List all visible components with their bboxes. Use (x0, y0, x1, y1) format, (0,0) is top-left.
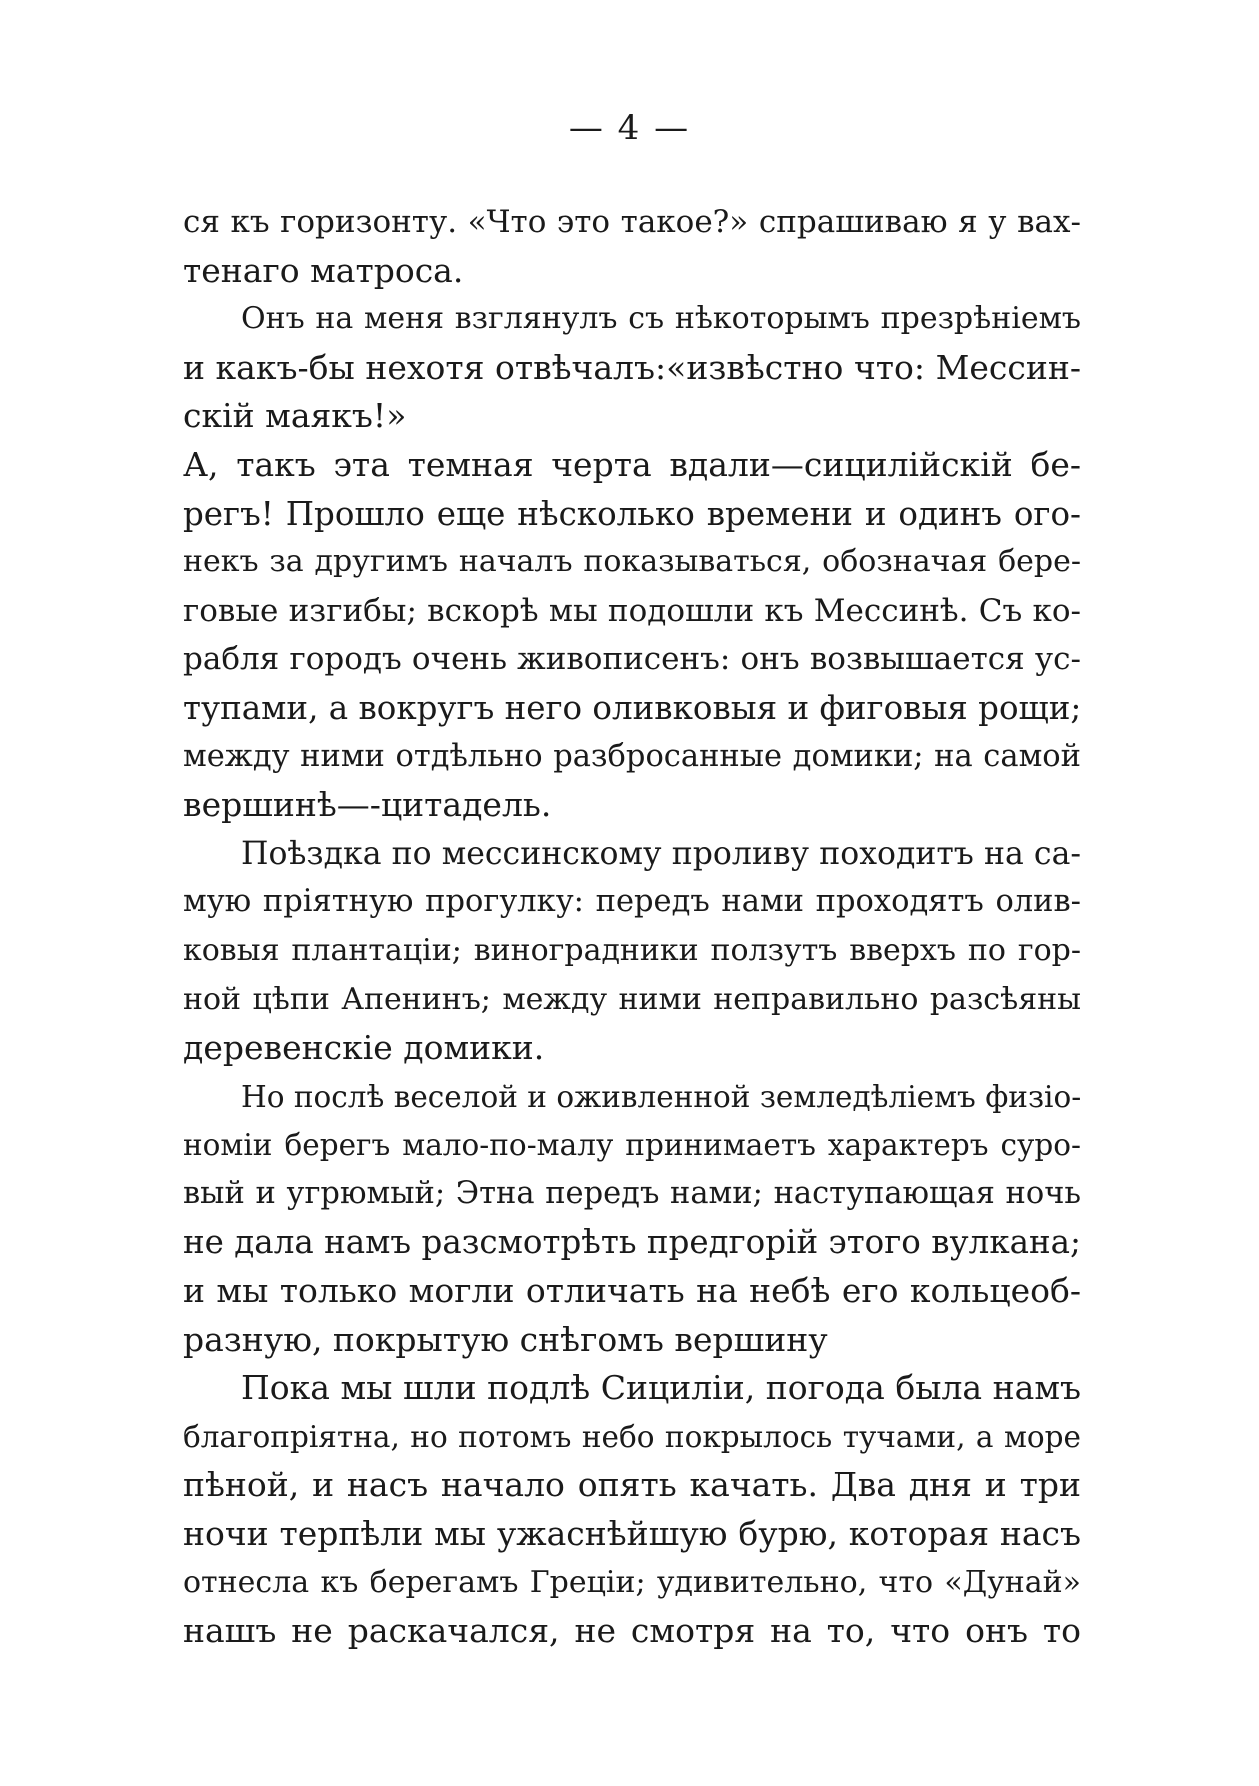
text-line: некъ за другимъ началъ показываться, обозначая бере- (183, 544, 1081, 580)
text-line: вый и угрюмый; Этна передъ нами; наступающая ночь (183, 1175, 1081, 1211)
paragraph (183, 198, 1081, 295)
text-line: и какъ-бы нехотя отвѣчалъ:«извѣстно что: Мессин- (183, 347, 1081, 387)
text-line: Поѣздка по мессинскому проливу походитъ на са- (241, 835, 1081, 872)
paragraph (183, 1364, 1081, 1656)
text-line: Пока мы шли подлѣ Сициліи, погода была намъ (241, 1368, 1081, 1408)
text-line: тенаго матроса. (183, 250, 464, 290)
text-line: тупами, а вокругъ него оливковыя и фиговыя рощи; (183, 688, 1082, 727)
text-line: отнесла къ берегамъ Греціи; удивительно, что «Дунай» (183, 1564, 1081, 1600)
text-line: вершинѣ—-цитадель. (183, 785, 552, 825)
text-line: говые изгибы; вскорѣ мы подошли къ Мессинѣ. Съ ко- (183, 592, 1081, 629)
text-line: номіи берегъ мало-по-малу принимаетъ характеръ суро- (183, 1128, 1081, 1163)
text-line: ночи терпѣли мы ужаснѣйшую бурю, которая насъ (183, 1514, 1081, 1554)
text-line: А, такъ эта темная черта вдали—сицилійскій бе- (183, 444, 1081, 484)
paragraph (183, 295, 1081, 441)
text-line: между ними отдѣльно разбросанные домики; на самой (183, 738, 1081, 774)
text-line: ной цѣпи Апенинъ; между ними неправильно разсѣяны (183, 981, 1081, 1017)
text-line: нашъ не раскачался, не смотря на то, что онъ то (183, 1611, 1081, 1651)
text-line: ковыя плантаціи; виноградники ползутъ вверхъ по гор- (183, 932, 1081, 968)
text-line: не дала намъ разсмотрѣть предгорій этого вулкана; (183, 1223, 1081, 1262)
text-line: пѣной, и насъ начало опять качать. Два дня и три (183, 1465, 1081, 1505)
body-text (183, 198, 1081, 1656)
paragraph (183, 1073, 1081, 1365)
text-line: разную, покрытую снѣгомъ вершину (183, 1319, 828, 1359)
text-line: благопріятна, но потомъ небо покрылось тучами, а море (183, 1419, 1081, 1454)
paragraph (183, 830, 1081, 1073)
text-line: и мы только могли отличать на небѣ его кольцеоб- (183, 1271, 1081, 1311)
text-line: ся къ горизонту. «Что это такое?» спрашиваю я у вах- (183, 204, 1081, 240)
paragraph (183, 441, 1081, 830)
page-number: — 4 — (568, 108, 691, 148)
text-line: Онъ на меня взглянулъ съ нѣкоторымъ презрѣніемъ (241, 301, 1081, 337)
text-line: деревенскіе домики. (183, 1028, 545, 1068)
text-line: регъ! Прошло еще нѣсколько времени и одинъ ого- (183, 494, 1081, 533)
text-line: скій маякъ!» (183, 396, 407, 436)
text-line: рабля городъ очень живописенъ: онъ возвышается ус- (183, 641, 1081, 678)
text-line: Но послѣ веселой и оживленной земледѣліемъ физіо- (241, 1079, 1082, 1114)
text-line: мую пріятную прогулку: передъ нами проходятъ олив- (183, 884, 1081, 920)
